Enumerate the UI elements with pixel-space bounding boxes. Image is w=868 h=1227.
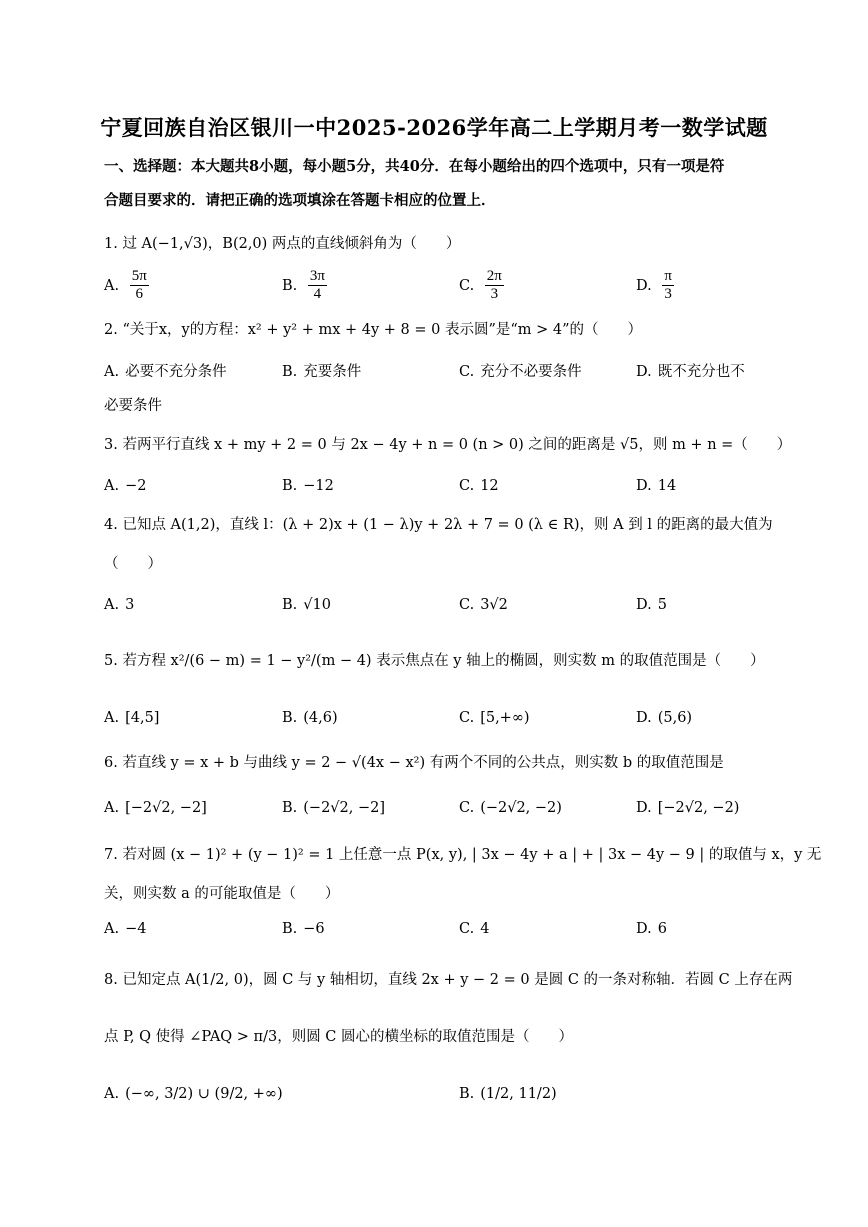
question-1-stem: 1. 过 A(−1,√3)，B(2,0) 两点的直线倾斜角为（ ） <box>104 236 461 252</box>
q2-option-d-continuation: 必要条件 <box>104 398 162 414</box>
q6-option-c: C. (−2√2, −2) <box>459 800 562 816</box>
q2-option-c: C. 充分不必要条件 <box>459 364 582 380</box>
q4-option-c: C. 3√2 <box>459 597 508 613</box>
q3-option-a: A. −2 <box>104 478 147 494</box>
q1-option-d <box>636 268 674 303</box>
option-label: B. <box>282 277 298 294</box>
q7-option-c: C. 4 <box>459 921 490 937</box>
question-4-stem-line-2: （ ） <box>104 556 162 572</box>
option-label: D. <box>636 277 652 294</box>
option-label: A. <box>104 277 120 294</box>
q7-option-d: D. 6 <box>636 921 667 937</box>
q1-option-b <box>282 268 327 303</box>
question-2-stem: 2. “关于x，y的方程：x² + y² + mx + 4y + 8 = 0 表示圆”是“m > 4”的（ ） <box>104 322 643 338</box>
q5-option-c: C. [5,+∞) <box>459 710 530 726</box>
q2-option-a: A. 必要不充分条件 <box>104 364 227 380</box>
q7-option-a: A. −4 <box>104 921 147 937</box>
section-instructions-line-1: 一、选择题：本大题共8小题，每小题5分，共40分．在每小题给出的四个选项中，只有一项是符 <box>104 158 725 175</box>
option-fraction: $\frac{5\pi}{6}$ <box>131 268 147 302</box>
q4-option-d: D. 5 <box>636 597 667 613</box>
section-instructions-line-2: 合题目要求的．请把正确的选项填涂在答题卡相应的位置上． <box>104 192 496 209</box>
question-7-stem-line-2: 关，则实数 a 的可能取值是（ ） <box>104 886 340 902</box>
q7-option-b: B. −6 <box>282 921 325 937</box>
q2-option-d: D. 既不充分也不 <box>636 364 745 380</box>
option-fraction: $\frac{2\pi}{3}$ <box>486 268 502 302</box>
q8-option-a: A. (−∞, 3/2) ∪ (9/2, +∞) <box>104 1086 283 1102</box>
q6-option-d: D. [−2√2, −2) <box>636 800 740 816</box>
q2-option-b: B. 充要条件 <box>282 364 362 380</box>
q4-option-a: A. 3 <box>104 597 135 613</box>
q6-option-a: A. [−2√2, −2] <box>104 800 207 816</box>
question-4-stem-line-1: 4. 已知点 A(1,2)，直线 l：(λ + 2)x + (1 − λ)y + 2λ + 7 = 0 (λ ∈ R)，则 A 到 l 的距离的最大值为 <box>104 517 773 533</box>
q3-option-c: C. 12 <box>459 478 499 494</box>
q3-option-d: D. 14 <box>636 478 677 494</box>
question-5-stem: 5. 若方程 x²/(6 − m) = 1 − y²/(m − 4) 表示焦点在 y 轴上的椭圆，则实数 m 的取值范围是（ ） <box>104 653 765 669</box>
q3-option-b: B. −12 <box>282 478 334 494</box>
q1-option-c <box>459 268 504 303</box>
page-title: 宁夏回族自治区银川一中2025-2026学年高二上学期月考一数学试题 <box>100 115 768 140</box>
question-8-stem-line-1: 8. 已知定点 A(1/2, 0)，圆 C 与 y 轴相切，直线 2x + y − 2 = 0 是圆 C 的一条对称轴．若圆 C 上存在两 <box>104 972 793 988</box>
q6-option-b: B. (−2√2, −2] <box>282 800 386 816</box>
question-7-stem-line-1: 7. 若对圆 (x − 1)² + (y − 1)² = 1 上任意一点 P(x, y), | 3x − 4y + a | + | 3x − 4y − 9 | 的取值与 x，y 无 <box>104 847 822 863</box>
option-fraction: $\frac{\pi}{3}$ <box>664 268 672 302</box>
q5-option-b: B. (4,6) <box>282 710 338 726</box>
option-label: C. <box>459 277 475 294</box>
option-fraction: $\frac{3\pi}{4}$ <box>309 268 325 302</box>
q5-option-a: A. [4,5] <box>104 710 160 726</box>
question-3-stem: 3. 若两平行直线 x + my + 2 = 0 与 2x − 4y + n = 0 (n > 0) 之间的距离是 √5，则 m + n =（ ） <box>104 437 792 453</box>
q5-option-d: D. (5,6) <box>636 710 693 726</box>
question-8-stem-line-2: 点 P, Q 使得 ∠PAQ > π/3，则圆 C 圆心的横坐标的取值范围是（ ） <box>104 1029 574 1045</box>
q4-option-b: B. √10 <box>282 597 331 613</box>
question-6-stem: 6. 若直线 y = x + b 与曲线 y = 2 − √(4x − x²) 有两个不同的公共点，则实数 b 的取值范围是 <box>104 755 724 771</box>
q8-option-b: B. (1/2, 11/2) <box>459 1086 557 1102</box>
q1-option-a <box>104 268 149 303</box>
